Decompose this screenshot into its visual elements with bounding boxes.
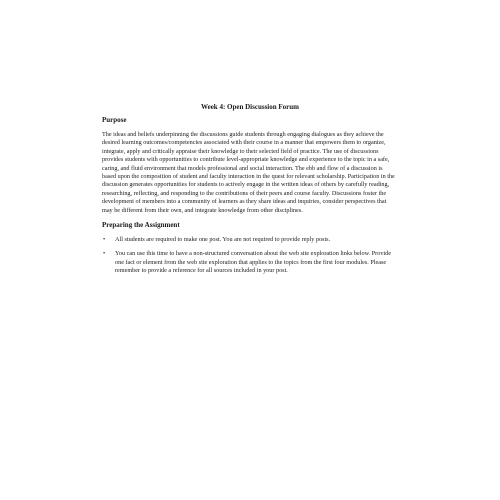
bullet-icon: • (103, 236, 106, 244)
bullet-icon: • (103, 250, 106, 258)
document-title: Week 4: Open Discussion Forum (200, 103, 299, 111)
preparing-bullet-list (102, 236, 398, 276)
preparing-heading: Preparing the Assignment (102, 221, 180, 230)
list-item (102, 250, 398, 275)
list-item (102, 236, 398, 244)
purpose-heading: Purpose (102, 116, 127, 124)
bullet-text: All students are required to make one post. You are not required to provide reply posts. (115, 236, 331, 244)
purpose-paragraph: The ideas and beliefs underpinning the discussions guide students through engaging dialogues as they achieve the desired learning outcomes/competencies associated with their course in a manner that empowers them to organize, integrate, apply and critically appraise their knowledge to their selected field of practice. The use of discussions provides students with opportunities to contribute level-appropriate knowledge and experience to the topic in a safe, caring, and fluid environment that models professional and social interaction. The ebb and flow of a discussion is based upon the composition of student and faculty interaction in the quest for relevant scholarship. Participation in the discussion generates opportunities for students to actively engage in the written ideas of others by carefully reading, researching, reflecting, and responding to the contributions of their peers and course faculty. Discussions foster the development of members into a community of learners as they share ideas and inquiries, consider perspectives that may be different from their own, and integrate knowledge from other disciplines. (102, 131, 395, 214)
bullet-text: You can use this time to have a non-structured conversation about the web site exploration links below. Provide one fact or element from the web site exploration that applies to the topics from the first four modules. Please remember to provide a reference for all sources included in your post. (115, 250, 391, 275)
document-page (102, 103, 398, 282)
